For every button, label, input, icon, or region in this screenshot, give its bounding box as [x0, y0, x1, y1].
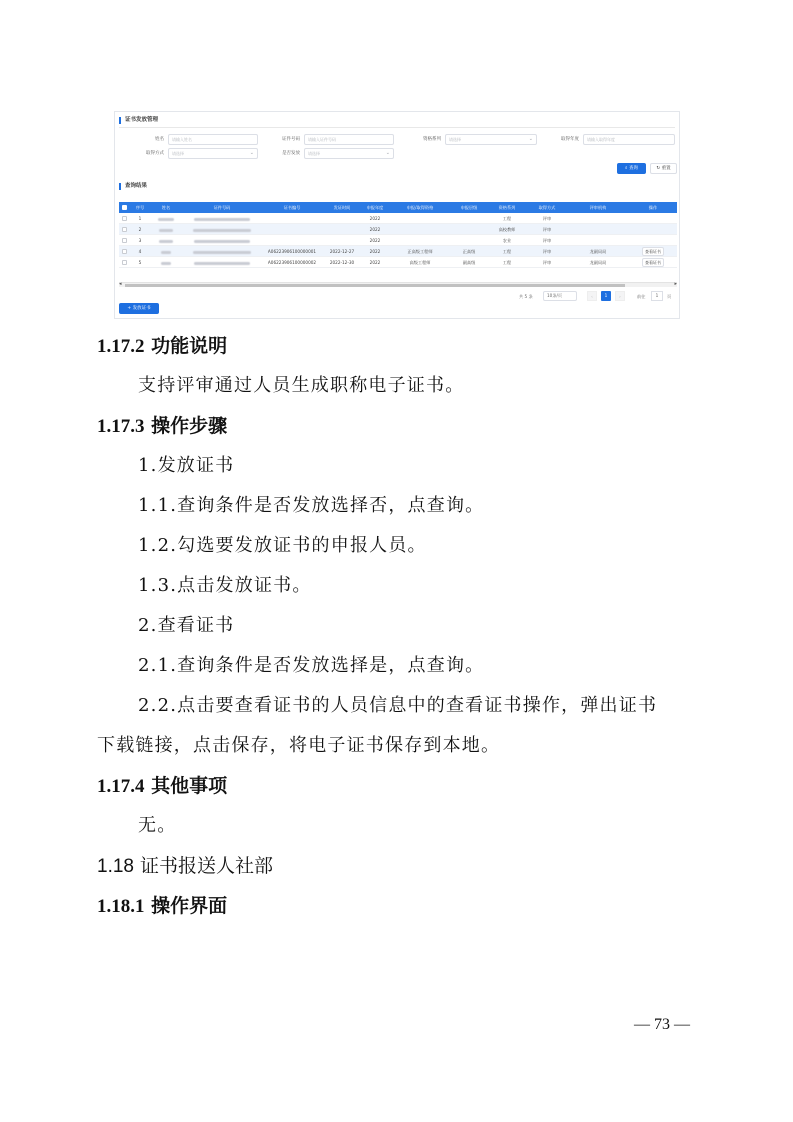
goto-page-input[interactable]: 1 [651, 291, 663, 301]
column-header: 序号 [135, 205, 145, 210]
table-row[interactable] [119, 246, 677, 257]
refresh-icon: ↻ [656, 166, 662, 171]
scroll-right-icon[interactable]: ▸ [674, 281, 677, 287]
id-redacted [183, 257, 261, 268]
reset-button[interactable] [650, 163, 677, 174]
heading-1-18 [97, 854, 273, 879]
year-input[interactable] [583, 134, 675, 145]
results-title: 查询结果 [119, 183, 147, 190]
id-redacted [183, 246, 261, 257]
name-input[interactable] [168, 134, 258, 145]
search-icon: ⌕ [625, 166, 629, 171]
level-cell: 正高级 [462, 249, 476, 254]
row-number: 5 [138, 260, 142, 265]
reset-button-label: 重置 [661, 166, 671, 171]
page-1-button[interactable]: 1 [601, 291, 611, 301]
name-redacted [149, 246, 183, 257]
series-cell: 工程 [502, 216, 512, 221]
id-number-field[interactable] [282, 134, 394, 145]
id-number-placeholder: 请输入证件号码 [308, 137, 336, 142]
column-header: 发证时间 [333, 205, 351, 210]
year-cell: 2022 [369, 238, 381, 243]
row-number: 1 [138, 216, 142, 221]
series-cell: 工程 [502, 249, 512, 254]
row-checkbox[interactable] [122, 238, 127, 243]
id-number-input[interactable] [304, 134, 394, 145]
id-number-label: 证件号码 [282, 137, 300, 142]
table-row[interactable] [119, 257, 677, 268]
paragraph: 1.2.勾选要发放证书的申报人员。 [138, 535, 427, 556]
method-cell: 评审 [542, 260, 552, 265]
series-cell: 工程 [502, 260, 512, 265]
date-cell: 2022-12-30 [329, 260, 355, 265]
year-label: 取得年度 [561, 137, 579, 142]
heading-text: 操作界面 [144, 895, 228, 917]
method-label: 取得方式 [146, 151, 164, 156]
method-cell: 评审 [542, 227, 552, 232]
row-number: 2 [138, 227, 142, 232]
heading-number: 1.17.2 [97, 336, 145, 357]
year-cell: 2022 [369, 260, 381, 265]
column-header: 证书编号 [283, 205, 301, 210]
view-certificate-button[interactable]: 查看证书 [642, 258, 664, 267]
name-redacted [149, 257, 183, 268]
qualification-cell: 正高级工程师 [407, 249, 433, 254]
year-cell: 2022 [369, 216, 381, 221]
level-cell: 副高级 [462, 260, 476, 265]
table-row[interactable] [119, 224, 677, 235]
cert-no-cell: A06223906100000001 [267, 249, 317, 254]
page-number: — 73 — [634, 1016, 690, 1033]
name-redacted [149, 213, 183, 224]
issued-label: 是否发放 [282, 151, 300, 156]
org-cell: 龙副局局 [589, 249, 607, 254]
qualification-cell: 高级工程师 [409, 260, 431, 265]
issue-certificate-label: 发放证书 [132, 306, 151, 311]
series-cell: 高校教师 [498, 227, 516, 232]
paragraph: 1.1.查询条件是否发放选择否，点查询。 [138, 495, 485, 516]
paragraph: 1.发放证书 [138, 455, 235, 476]
year-cell: 2022 [369, 249, 381, 254]
name-redacted [149, 235, 183, 246]
heading-text: 其他事项 [144, 775, 228, 797]
name-placeholder: 请输入姓名 [172, 137, 192, 142]
paragraph: 无。 [138, 815, 177, 836]
prev-page-button[interactable]: ‹ [587, 291, 597, 301]
results-table [119, 202, 677, 268]
heading-1-18-1 [97, 894, 227, 919]
paragraph: 2.1.查询条件是否发放选择是，点查询。 [138, 655, 485, 676]
method-cell: 评审 [542, 249, 552, 254]
chevron-down-icon: ⌄ [249, 150, 254, 156]
date-cell: 2022-12-27 [329, 249, 355, 254]
heading-1-17-4 [97, 774, 227, 799]
pagination [519, 291, 680, 302]
plus-icon: + [127, 306, 133, 311]
column-header: 操作 [648, 205, 658, 210]
qualification-series-label: 资格系列 [423, 137, 441, 142]
view-cert-cell [629, 257, 677, 268]
page-size-select[interactable]: 10条/页 [543, 291, 577, 301]
column-header: 申报年度 [366, 205, 384, 210]
chevron-down-icon: ⌄ [385, 150, 390, 156]
issued-placeholder: 请选择 [308, 151, 320, 156]
chevron-down-icon: ⌄ [528, 136, 533, 142]
row-number: 3 [138, 238, 142, 243]
name-label: 姓名 [155, 137, 164, 142]
horizontal-scrollbar[interactable] [119, 282, 677, 287]
method-select[interactable] [146, 148, 258, 159]
heading-number: 1.18.1 [97, 896, 145, 917]
issued-box[interactable] [304, 148, 394, 159]
section-title: 证书发放管理 [119, 117, 158, 124]
view-cert-cell [629, 246, 677, 257]
issued-select[interactable] [282, 148, 394, 159]
heading-text: 操作步骤 [144, 415, 228, 437]
method-cell: 评审 [542, 238, 552, 243]
page-unit-label: 页 [667, 294, 672, 299]
paragraph: 2.查看证书 [138, 615, 235, 636]
column-header: 申报层级 [460, 205, 478, 210]
series-cell: 农业 [502, 238, 512, 243]
id-redacted [183, 224, 261, 235]
divider [119, 127, 675, 128]
scrollbar-thumb[interactable] [125, 284, 625, 287]
paragraph: 支持评审通过人员生成职称电子证书。 [138, 375, 465, 396]
row-number: 4 [138, 249, 142, 254]
column-header: 取得方式 [538, 205, 556, 210]
paragraph: 下载链接，点击保存，将电子证书保存到本地。 [97, 735, 501, 756]
org-cell: 龙副局局 [589, 260, 607, 265]
name-redacted [149, 224, 183, 235]
column-header: 申报/取得资格 [406, 205, 434, 210]
year-field[interactable] [561, 134, 675, 145]
paragraph: 1.3.点击发放证书。 [138, 575, 312, 596]
year-cell: 2022 [369, 227, 381, 232]
row-checkbox[interactable] [122, 249, 127, 254]
method-placeholder: 请选择 [172, 151, 184, 156]
table-header [119, 202, 677, 213]
paragraph: 2.2.点击要查看证书的人员信息中的查看证书操作，弹出证书 [138, 695, 658, 716]
cert-no-cell: A06223906100000002 [267, 260, 317, 265]
name-field[interactable] [155, 134, 258, 145]
view-certificate-button[interactable]: 查看证书 [642, 247, 664, 256]
table-row[interactable] [119, 213, 677, 224]
qualification-series-select[interactable] [423, 134, 537, 145]
select-all-checkbox[interactable] [122, 205, 127, 210]
method-cell: 评审 [542, 216, 552, 221]
goto-label: 前往 [637, 294, 646, 299]
column-header: 姓名 [161, 205, 171, 210]
heading-text: 功能说明 [144, 335, 228, 357]
qualification-series-placeholder: 请选择 [449, 137, 461, 142]
method-box[interactable] [168, 148, 258, 159]
qualification-series-box[interactable] [445, 134, 537, 145]
heading-1-17-3 [97, 414, 227, 439]
id-redacted [183, 213, 261, 224]
heading-1-17-2 [97, 334, 227, 359]
heading-number: 1.17.4 [97, 776, 145, 797]
embedded-screenshot [114, 111, 680, 319]
row-checkbox[interactable] [122, 260, 127, 265]
total-count: 共 5 条 [519, 294, 533, 299]
heading-number: 1.17.3 [97, 416, 145, 437]
column-header: 评审机构 [589, 205, 607, 210]
next-page-button[interactable]: › [615, 291, 625, 301]
column-header: 资格系列 [498, 205, 516, 210]
row-checkbox[interactable] [122, 227, 127, 232]
heading-number: 1.18 [97, 856, 134, 877]
scroll-left-icon[interactable]: ◂ [119, 281, 122, 287]
column-header: 证件号码 [213, 205, 231, 210]
issue-certificate-button[interactable] [119, 303, 159, 314]
year-placeholder: 请输入取得年度 [587, 137, 615, 142]
table-row[interactable] [119, 235, 677, 246]
query-button[interactable] [617, 163, 646, 174]
id-redacted [183, 235, 261, 246]
heading-text: 证书报送人社部 [133, 855, 274, 877]
row-checkbox[interactable] [122, 216, 127, 221]
query-button-label: 查询 [628, 166, 638, 171]
